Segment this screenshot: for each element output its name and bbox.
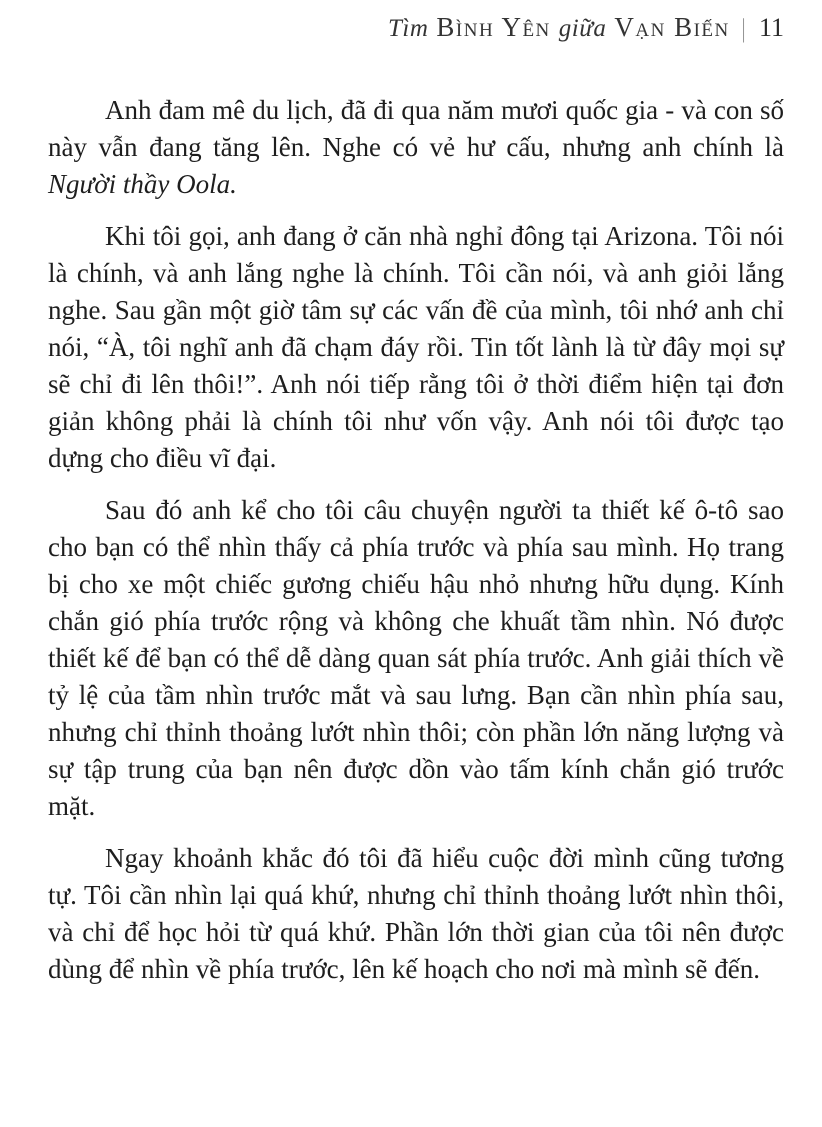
book-title-word-van-bien: Vạn Biến [614, 12, 730, 42]
paragraph-1-italic-phrase: Người thầy Oola. [48, 169, 237, 199]
book-title-word-giua: giữa [558, 15, 607, 42]
page-number: 11 [758, 13, 784, 42]
paragraph-2: Khi tôi gọi, anh đang ở căn nhà nghỉ đông tại Arizona. Tôi nói là chính, và anh lắng nghe là chính. Tôi cần nói, và anh giỏi lắng nghe. Sau gần một giờ tâm sự các vấn đề của mình, tôi nhớ anh chỉ nói, “À, tôi nghĩ anh đã chạm đáy rồi. Tin tốt lành là từ đây mọi sự sẽ chỉ đi lên thôi!”. Anh nói tiếp rằng tôi ở thời điểm hiện tại đơn giản không phải là chính tôi như vốn vậy. Anh nói tôi được tạo dựng cho điều vĩ đại. [48, 221, 784, 473]
paragraph-1 [48, 92, 784, 203]
paragraph-1-text: Anh đam mê du lịch, đã đi qua năm mươi quốc gia - và con số này vẫn đang tăng lên. Nghe có vẻ hư cấu, nhưng anh chính là [48, 95, 784, 162]
book-title-word-tim: Tìm [388, 15, 429, 42]
paragraph-4: Ngay khoảnh khắc đó tôi đã hiểu cuộc đời mình cũng tương tự. Tôi cần nhìn lại quá khứ, nhưng chỉ thỉnh thoảng lướt nhìn thôi, và chỉ để học hỏi từ quá khứ. Phần lớn thời gian của tôi nên được dùng để nhìn về phía trước, lên kế hoạch cho nơi mà mình sẽ đến. [48, 843, 784, 984]
paragraph-3: Sau đó anh kể cho tôi câu chuyện người ta thiết kế ô-tô sao cho bạn có thể nhìn thấy cả phía trước và phía sau mình. Họ trang bị cho xe một chiếc gương chiếu hậu nhỏ nhưng hữu dụng. Kính chắn gió phía trước rộng và không che khuất tầm nhìn. Nó được thiết kế để bạn có thể dễ dàng quan sát phía trước. Anh giải thích về tỷ lệ của tầm nhìn trước mắt và sau lưng. Bạn cần nhìn phía sau, nhưng chỉ thỉnh thoảng lướt nhìn thôi; còn phần lớn năng lượng và sự tập trung của bạn nên được dồn vào tấm kính chắn gió trước mặt. [48, 495, 784, 821]
running-header [48, 10, 784, 44]
book-title-word-binh-yen: Bình Yên [436, 12, 551, 42]
header-separator: | [741, 14, 746, 43]
page-body [48, 92, 784, 988]
